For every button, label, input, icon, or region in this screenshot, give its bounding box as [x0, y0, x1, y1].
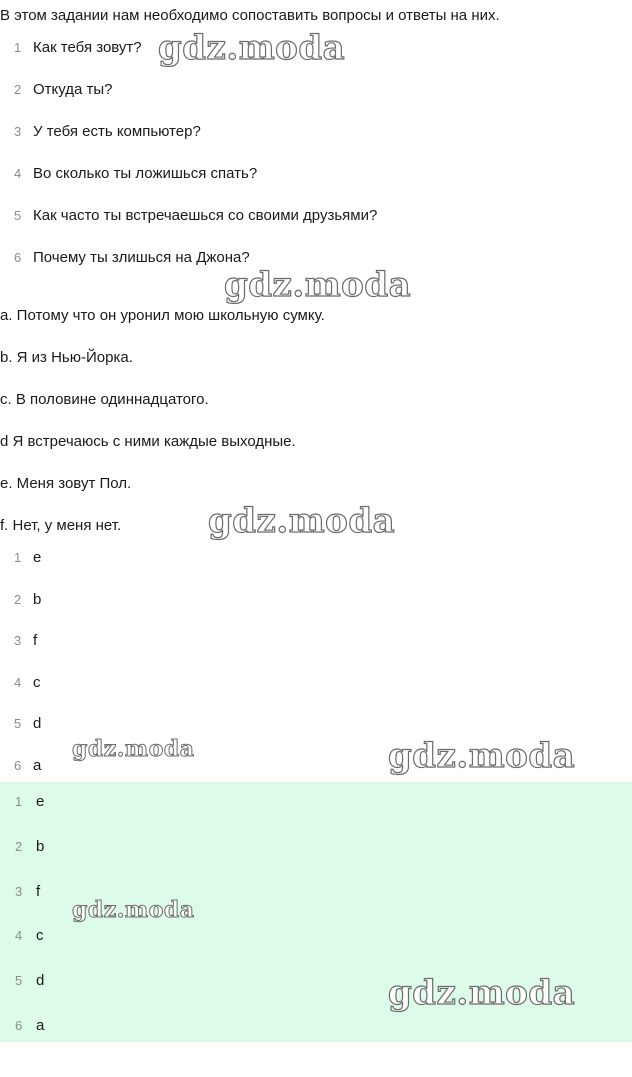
answer-text: a. Потому что он уронил мою школьную сумку.	[0, 307, 325, 324]
answer-letter: f	[33, 632, 38, 650]
question-text: Откуда ты?	[33, 81, 113, 98]
answer-letter: c	[33, 673, 41, 691]
answer-letter: b	[33, 590, 42, 608]
item-number: 2	[15, 838, 23, 854]
item-number: 5	[15, 973, 23, 989]
answer-letter: d	[33, 715, 42, 733]
watermark: gdz.moda	[388, 973, 576, 1013]
item-number: 3	[14, 633, 22, 649]
answer-letter: b	[36, 837, 45, 855]
question-text: Как часто ты встречаешься со своими друзьями?	[33, 207, 378, 224]
item-number: 1	[14, 550, 22, 565]
answer-text: b. Я из Нью-Йорка.	[0, 349, 133, 366]
question-text: Во сколько ты ложишься спать?	[33, 165, 258, 182]
item-number: 5	[14, 716, 22, 732]
item-number: 6	[14, 757, 22, 773]
item-number: 4	[14, 166, 22, 181]
answer-letter: a	[36, 1016, 45, 1034]
watermark: gdz.moda	[208, 501, 396, 541]
answer-letter: a	[33, 756, 42, 774]
item-number: 6	[14, 250, 22, 265]
watermark: gdz.moda	[158, 28, 346, 68]
item-number: 5	[14, 208, 22, 223]
answer-text: d Я встречаюсь с ними каждые выходные.	[0, 433, 296, 450]
watermark: gdz.moda	[72, 897, 195, 923]
watermark: gdz.moda	[388, 736, 576, 776]
answer-letter: f	[36, 882, 41, 900]
item-number: 1	[15, 794, 23, 809]
answer-text: c. В половине одиннадцатого.	[0, 391, 209, 408]
item-number: 4	[14, 674, 22, 690]
item-number: 1	[14, 40, 22, 55]
item-number: 2	[14, 591, 22, 607]
answer-text: e. Меня зовут Пол.	[0, 475, 132, 492]
question-text: У тебя есть компьютер?	[33, 123, 201, 140]
question-text: Как тебя зовут?	[33, 39, 142, 56]
answer-letter: c	[36, 927, 44, 945]
answer-highlight-block	[0, 782, 632, 1042]
answer-letter: d	[36, 972, 45, 990]
answer-letter: e	[36, 793, 45, 810]
answers-list	[0, 306, 325, 558]
item-number: 4	[15, 928, 23, 944]
watermark: gdz.moda	[72, 736, 195, 762]
answer-letter: e	[33, 549, 42, 566]
item-number: 2	[14, 82, 22, 97]
answer-text: f. Нет, у меня нет.	[0, 517, 122, 534]
item-number: 6	[15, 1017, 23, 1033]
question-text: Почему ты злишься на Джона?	[33, 249, 250, 266]
intro-text: В этом задании нам необходимо сопоставить вопросы и ответы на них.	[0, 7, 500, 24]
item-number: 3	[15, 883, 23, 899]
item-number: 3	[14, 124, 22, 139]
watermark: gdz.moda	[224, 265, 412, 305]
